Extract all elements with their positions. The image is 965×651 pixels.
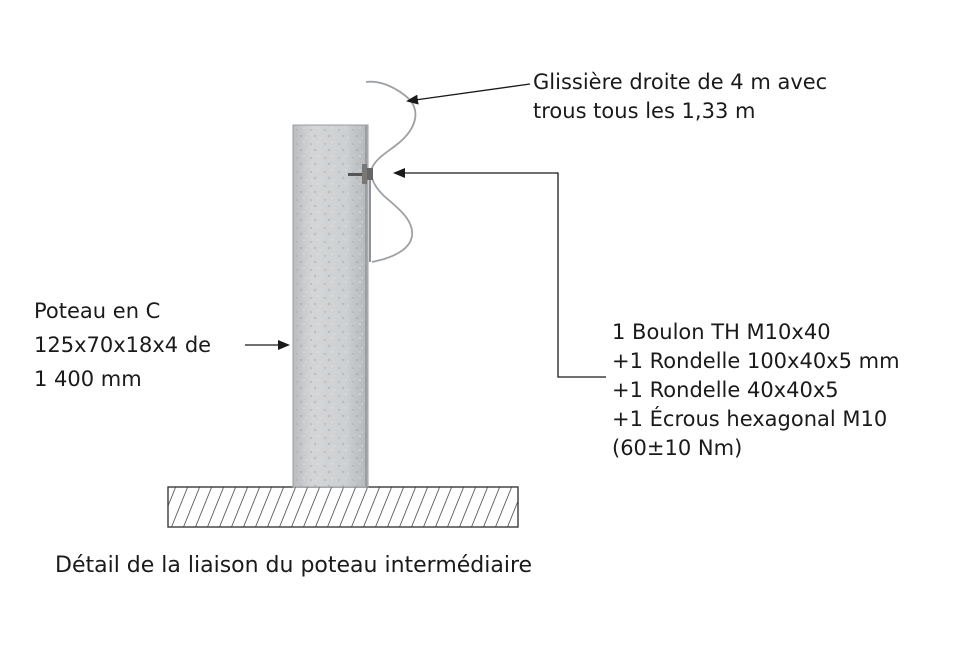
boulonnerie-label-line: 1 Boulon TH M10x40: [612, 320, 831, 344]
boulonnerie-label-line: +1 Rondelle 100x40x5 mm: [612, 349, 900, 373]
boulonnerie-label-line: +1 Rondelle 40x40x5: [612, 378, 839, 402]
glissiere-label-line: trous tous les 1,33 m: [533, 99, 756, 123]
boulonnerie-label-line: (60±10 Nm): [612, 436, 743, 460]
poteau-label: [34, 294, 211, 396]
glissiere-label-line: Glissière droite de 4 m avec: [533, 70, 828, 94]
figure-caption: Détail de la liaison du poteau intermédiaire: [55, 553, 533, 578]
boulonnerie-label: [612, 318, 900, 463]
ground-base: [168, 487, 518, 527]
poteau-label-line: Poteau en C: [34, 299, 161, 323]
glissiere-label: [533, 68, 827, 126]
poteau-label-line: 125x70x18x4 de: [34, 333, 212, 357]
poteau-label-line: 1 400 mm: [34, 367, 142, 391]
boulonnerie-label-line: +1 Écrous hexagonal M10: [612, 407, 888, 431]
guardrail-profile: [366, 82, 415, 262]
boulonnerie-leader: [395, 173, 606, 377]
glissiere-leader: [408, 84, 530, 101]
c-post: [293, 125, 370, 487]
